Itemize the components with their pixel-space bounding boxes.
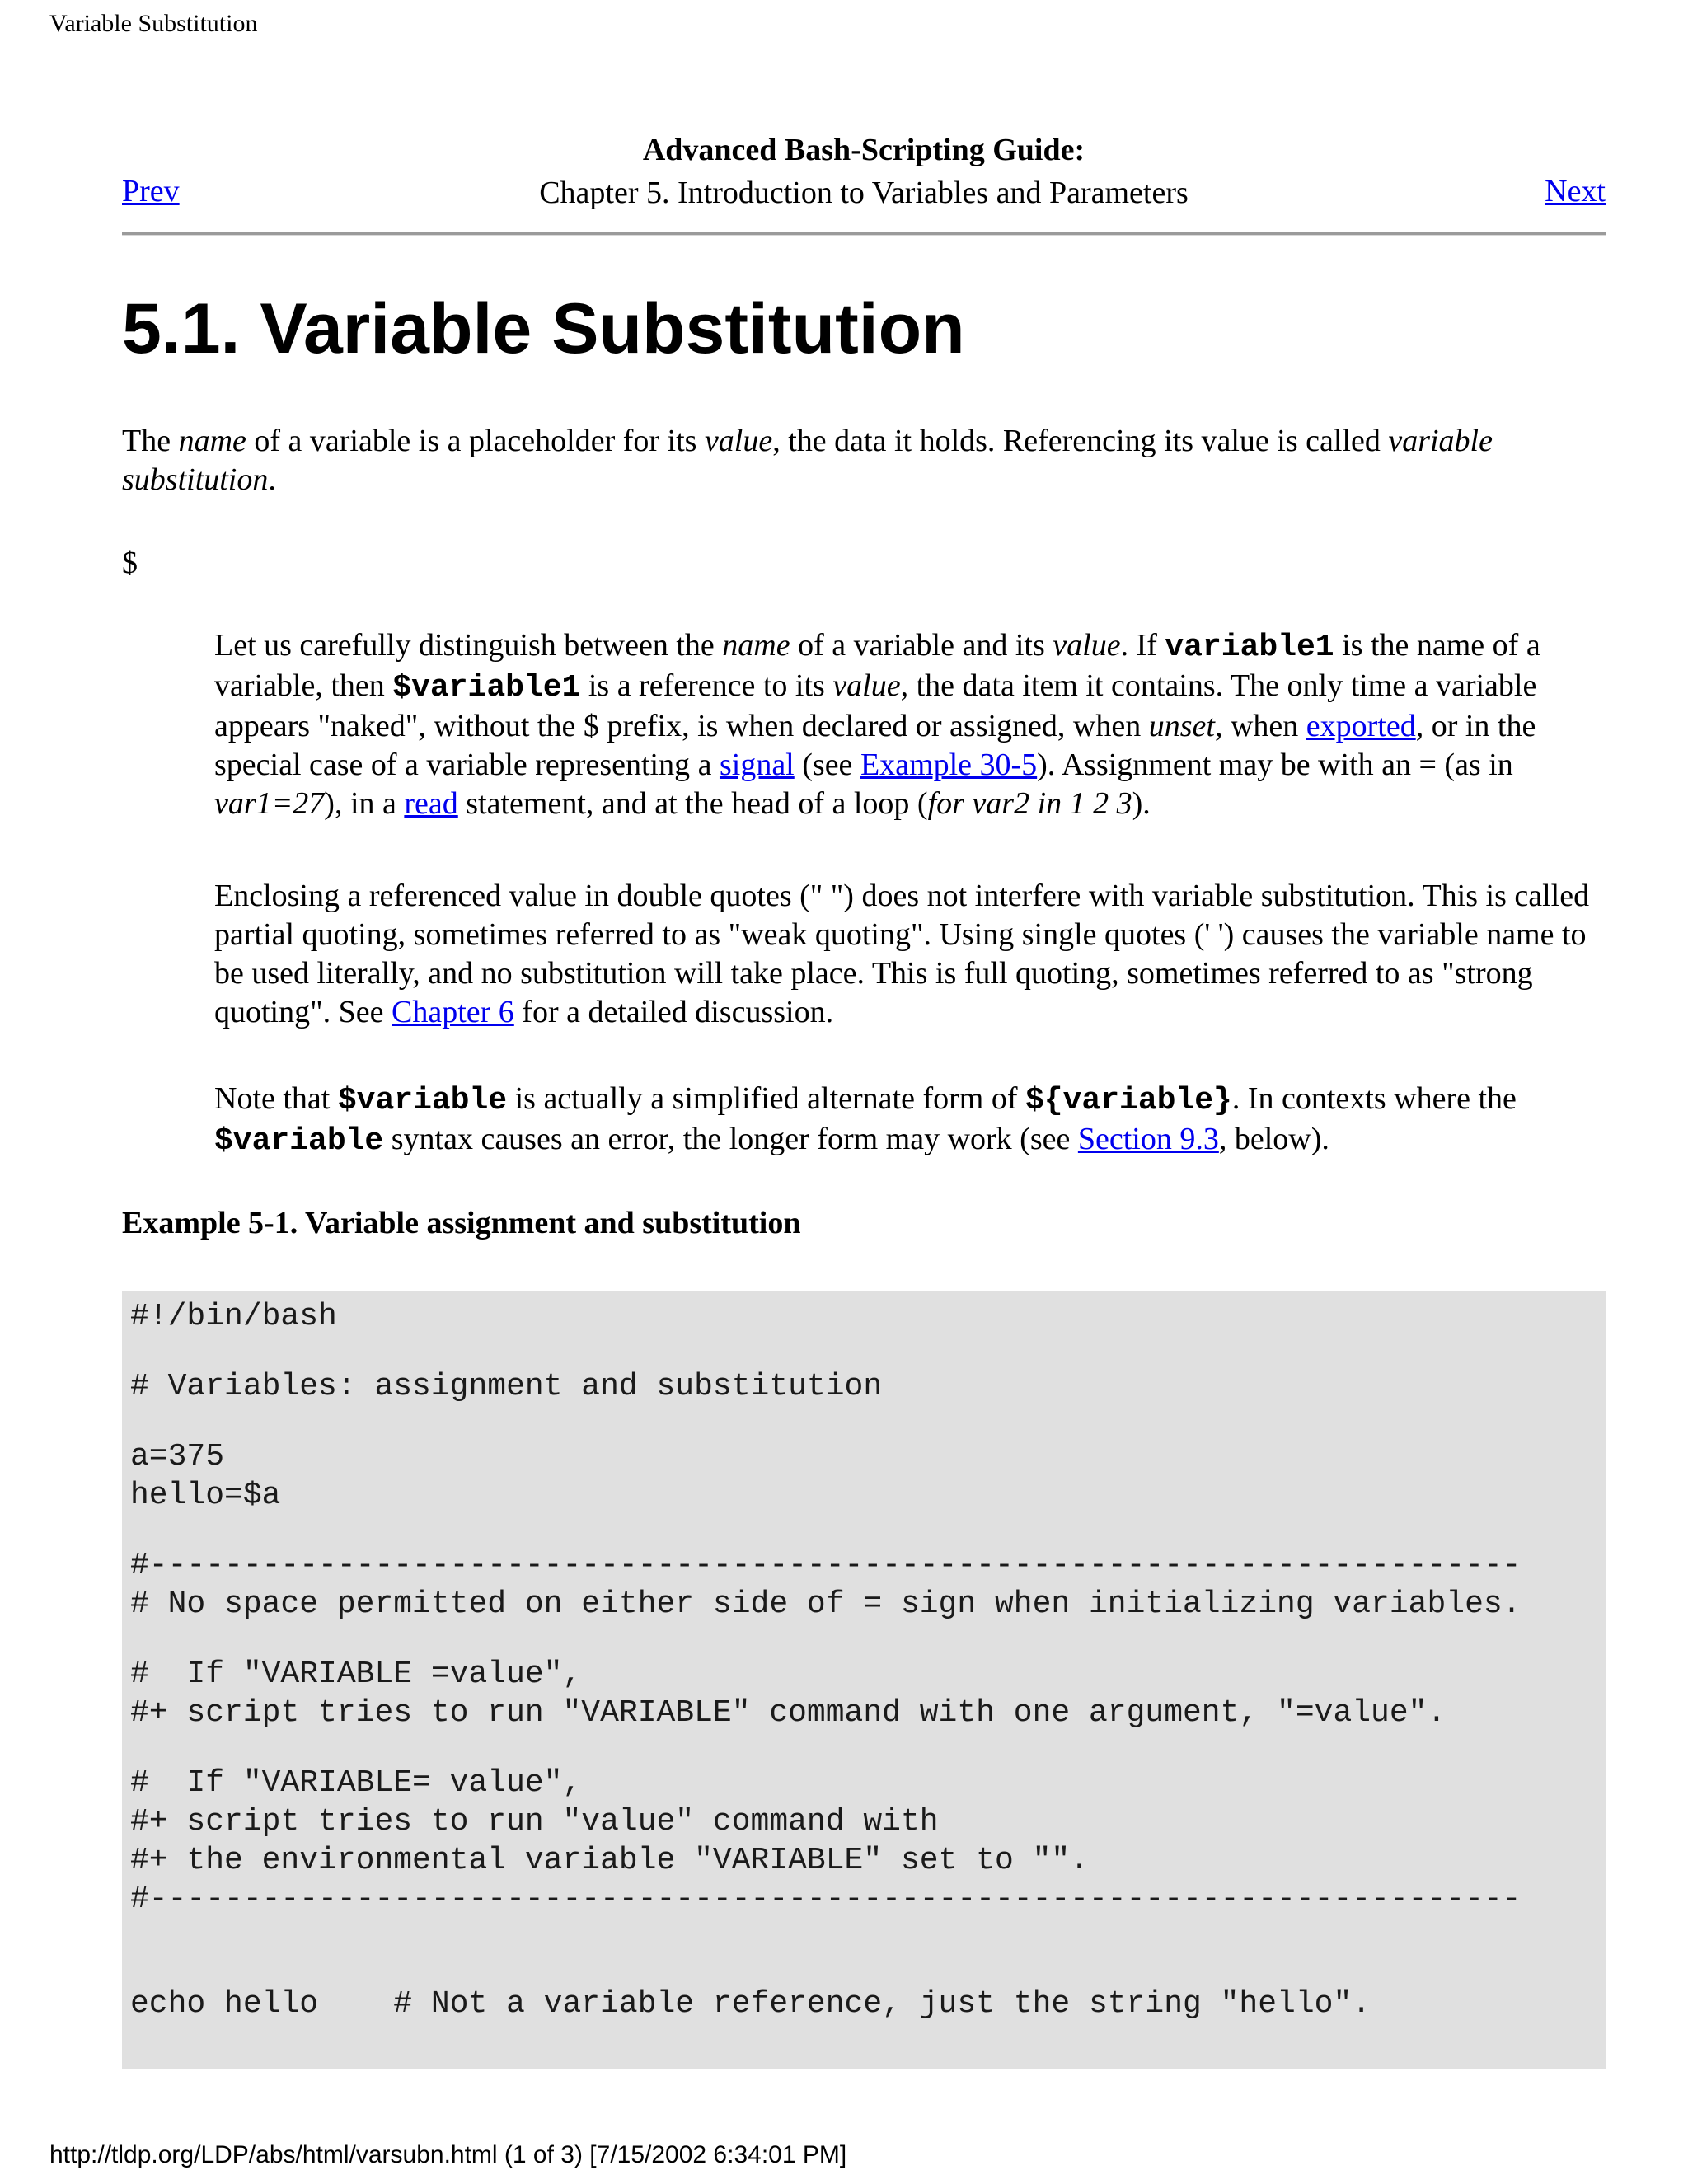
footer-url: http://tldp.org/LDP/abs/html/varsubn.html (1 of 3) [7/15/2002 6:34:01 PM] [49, 2141, 847, 2168]
intro-paragraph: The name of a variable is a placeholder for its value, the data it holds. Referencing its value is called variable substitution. [122, 424, 1493, 497]
code-line: #+ the environmental variable "VARIABLE" set to "". [130, 1843, 1089, 1878]
next-link[interactable]: Next [1545, 174, 1606, 209]
code-line: #+ script tries to run "VARIABLE" command with one argument, "=value". [130, 1695, 1447, 1731]
code-listing [130, 1297, 1521, 2023]
definition-paragraph-3: Note that $variable is actually a simplified alternate form of ${variable}. In contexts where the $variable syntax causes an error, the longer form may work (see Section 9.3, below). [214, 1081, 1517, 1159]
chapter-6-link[interactable]: Chapter 6 [392, 995, 514, 1029]
signal-link[interactable]: signal [719, 748, 795, 782]
definition-paragraph-1: Let us carefully distinguish between the name of a variable and its value. If variable1 is the name of a variable, then $variable1 is a reference to its value, the data item it contains. The only time a variable appears "naked", without the $ prefix, is when declared or assigned, when unset, when exported, or in the special case of a variable representing a signal (see Example 30-5). Assignment may be with an = (as in var1=27), in a read statement, and at the head of a loop (for var2 in 1 2 3). [214, 628, 1540, 821]
code-block [122, 1291, 1606, 2069]
exported-link[interactable]: exported [1306, 709, 1416, 743]
section-title: 5.1. Variable Substitution [122, 289, 965, 368]
header-divider [122, 232, 1606, 236]
code-line: #------------------------------------------------------------------------- [130, 1548, 1522, 1583]
code-variable1: variable1 [1165, 630, 1334, 665]
code-line: #------------------------------------------------------------------------- [130, 1882, 1522, 1917]
code-dollar-variable: $variable [337, 1083, 508, 1118]
code-line: # No space permitted on either side of = sign when initializing variables. [130, 1586, 1522, 1622]
code-line: # If "VARIABLE= value", [130, 1765, 582, 1801]
code-dollar-variable-2: $variable [214, 1123, 384, 1159]
code-dollar-variable1: $variable1 [392, 670, 581, 705]
definition-paragraph-2: Enclosing a referenced value in double quotes (" ") does not interfere with variable substitution. This is called partial quoting, sometimes referred to as "weak quoting". Using single quotes (' ') causes the variable name to be used literally, and no substitution will take place. This is full quoting, sometimes referred to as "strong quoting". See Chapter 6 for a detailed discussion. [214, 879, 1590, 1029]
read-link[interactable]: read [404, 786, 458, 821]
example-30-5-link[interactable]: Example 30-5 [860, 748, 1038, 782]
chapter-title: Chapter 5. Introduction to Variables and Parameters [539, 176, 1189, 210]
code-line: echo hello # Not a variable reference, just the string "hello". [130, 1986, 1372, 2022]
code-line: # If "VARIABLE =value", [130, 1657, 582, 1692]
section-9-3-link[interactable]: Section 9.3 [1077, 1122, 1219, 1156]
navigation-header [122, 132, 1606, 239]
page-header-title: Variable Substitution [49, 10, 258, 37]
dollar-term: $ [122, 546, 138, 580]
example-title: Example 5-1. Variable assignment and substitution [122, 1206, 801, 1240]
prev-link[interactable]: Prev [122, 174, 180, 209]
code-brace-variable: ${variable} [1025, 1083, 1232, 1118]
code-line: a=375 [130, 1439, 225, 1474]
code-line: hello=$a [130, 1478, 281, 1513]
code-line: #+ script tries to run "value" command with [130, 1804, 939, 1840]
book-title: Advanced Bash-Scripting Guide: [642, 133, 1085, 167]
code-line: #!/bin/bash [130, 1299, 337, 1334]
code-line: # Variables: assignment and substitution [130, 1369, 883, 1404]
